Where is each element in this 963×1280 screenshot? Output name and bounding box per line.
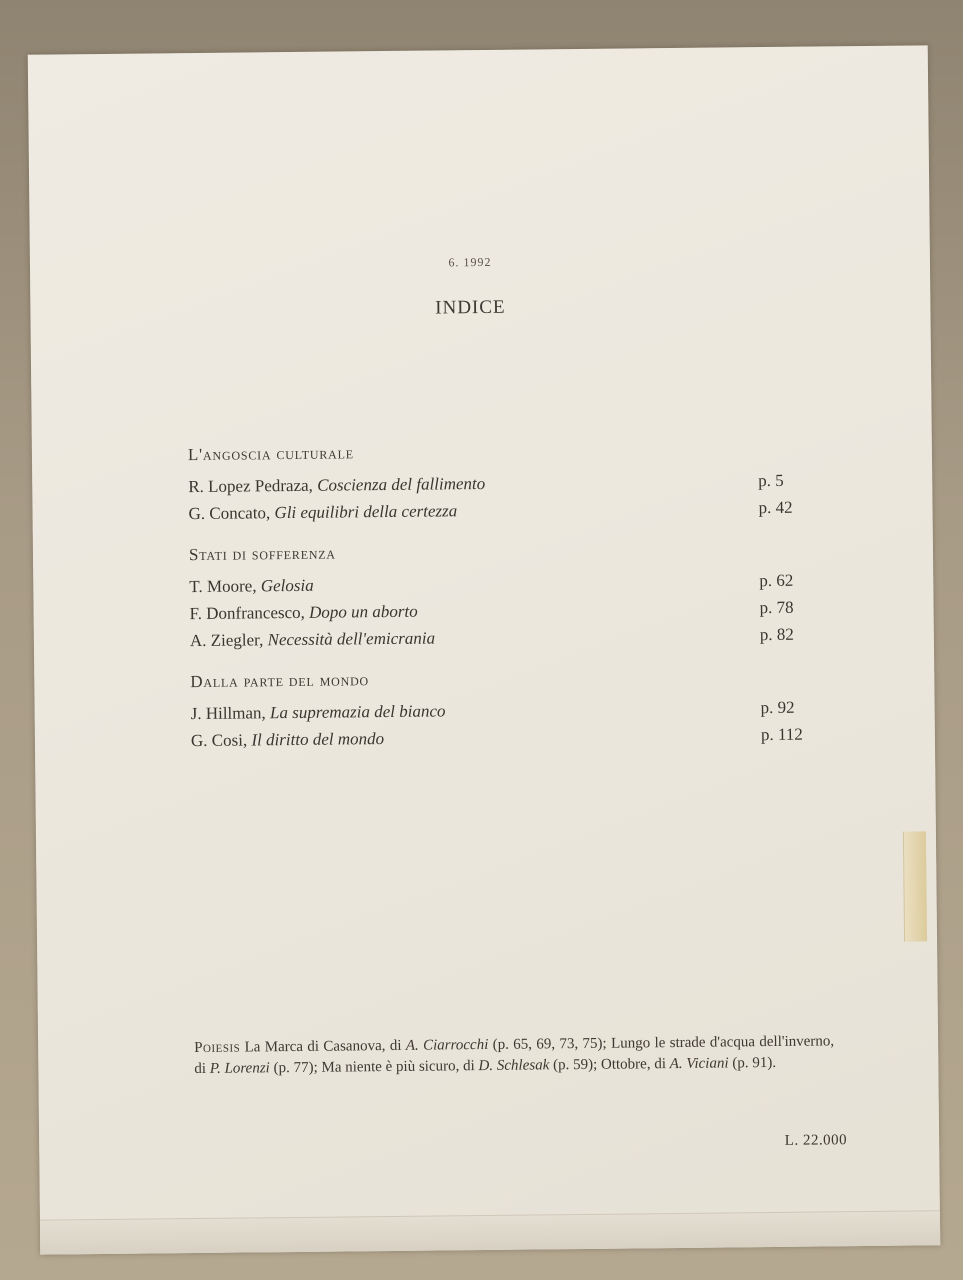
entry-title: Necessità dell'emicrania [267,628,436,650]
toc-entry [190,620,830,654]
entry-page: p. 92 [760,697,795,718]
book-back-cover [28,45,941,1254]
poiesis-text: (p. 59); Ottobre, di [549,1056,670,1074]
entry-author: T. Moore, [189,576,261,597]
toc-section [189,538,830,654]
entry-title: Gli equilibri della certezza [274,501,458,523]
entry-page: p. 82 [759,624,794,645]
entry-author: J. Hillman, [190,703,271,724]
poiesis-text: (p. 91). [728,1054,777,1072]
entry-author: F. Donfrancesco, [189,602,310,624]
issue-number: 6. 1992 [448,254,492,270]
spine-sticker [903,831,927,941]
entry-author: R. Lopez Pedraza, [188,475,318,497]
poiesis-author: D. Schlesak [478,1057,550,1075]
entry-page: p. 62 [759,570,794,591]
entry-author: A. Ziegler, [189,630,268,651]
entry-author: G. Cosi, [190,730,252,751]
poiesis-author: P. Lorenzi [209,1060,270,1077]
section-title: Dalla parte del mondo [190,670,370,692]
entry-page: p. 78 [759,597,794,618]
poiesis-label: Poiesis [194,1039,241,1057]
toc-section [190,665,831,754]
entry-title: Il diritto del mondo [251,729,385,750]
poiesis-author: A. Ciarrocchi [405,1036,489,1054]
entry-page: p. 112 [760,724,803,745]
poiesis-note [194,1031,834,1080]
entry-page: p. 5 [758,470,784,491]
entry-title: La supremazia del bianco [269,701,446,723]
table-of-contents [188,438,831,772]
entry-page: p. 42 [758,497,793,518]
toc-entry [191,720,831,754]
page-title: INDICE [435,296,506,319]
poiesis-author: A. Viciani [669,1055,729,1073]
entry-title: Gelosia [260,575,314,596]
toc-section [188,438,829,527]
entry-title: Coscienza del fallimento [317,473,486,495]
price-label: L. 22.000 [784,1132,848,1149]
section-title: L'angoscia culturale [187,443,354,465]
poiesis-text: La Marca di Casanova, di [240,1037,406,1056]
poiesis-text: (p. 65, 69, 73, 75); Lungo le strade d'acqua dell'inverno, di [194,1033,835,1078]
section-title: Stati di sofferenza [188,543,336,565]
toc-entry [188,493,828,527]
entry-author: G. Concato, [188,503,275,524]
poiesis-text: (p. 77); Ma niente è più sicuro, di [269,1058,479,1077]
entry-title: Dopo un aborto [308,601,418,622]
